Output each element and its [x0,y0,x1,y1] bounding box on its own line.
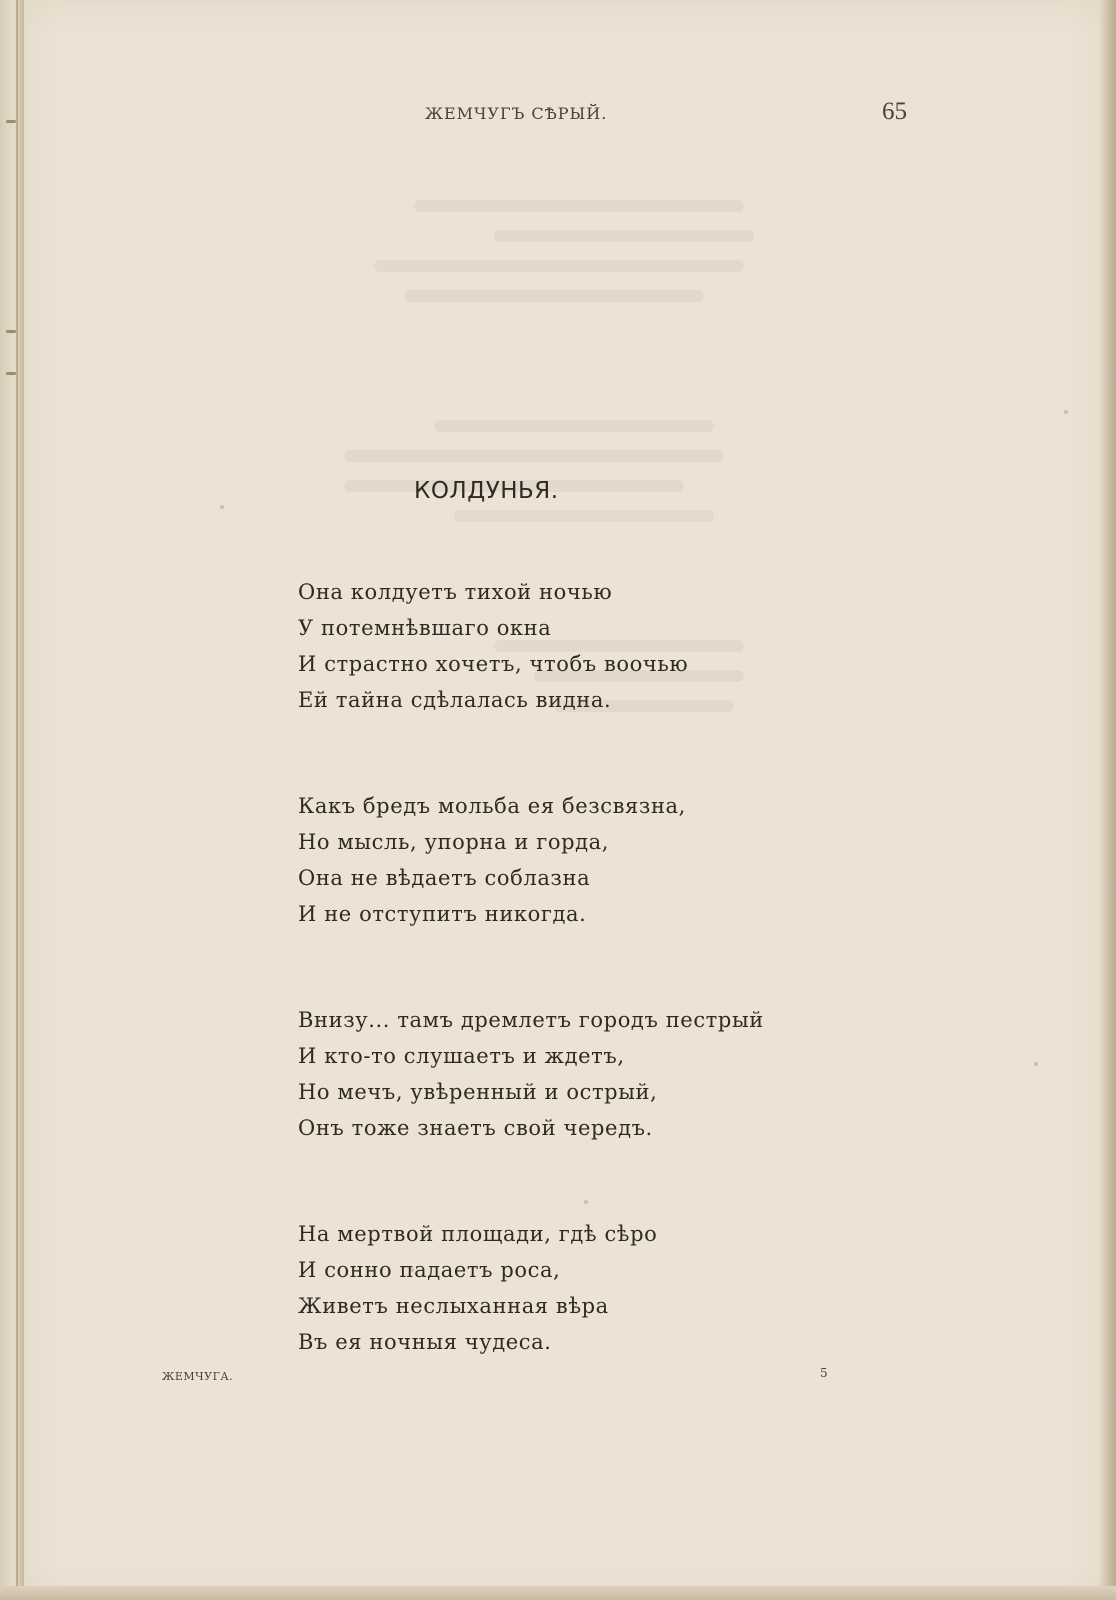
poem-line: Она колдуетъ тихой ночью [298,580,613,604]
poem-line: Живетъ неслыханная вѣра [298,1294,609,1318]
running-head: ЖЕМЧУГЪ СѢРЫЙ. [425,104,608,123]
signature-mark: ЖЕМЧУГА. [162,1370,234,1383]
binding-stitch [6,120,16,123]
poem-line: И сонно падаетъ роса, [298,1258,561,1282]
paper-speck [584,1200,588,1204]
book-gutter [0,0,24,1600]
poem-line: И кто-то слушаетъ и ждетъ, [298,1044,625,1068]
stanza-3 [298,1002,764,1146]
stanza-4 [298,1216,657,1360]
poem-line: Онъ тоже знаетъ свой чередъ. [298,1116,653,1140]
gutter-fold-line [16,0,18,1600]
binding-stitch [6,330,16,333]
page-right-edge [1100,0,1116,1600]
poem-title: КОЛДУНЬЯ. [414,478,559,504]
page-number: 65 [882,98,907,125]
paper-speck [1034,1062,1038,1066]
poem-line: У потемнѣвшаго окна [298,616,552,640]
paper-speck [220,505,224,509]
poem-line: Но мечъ, увѣренный и острый, [298,1080,658,1104]
poem-line: На мертвой площади, гдѣ сѣро [298,1222,658,1246]
binding-stitch [6,372,16,375]
bleed-through-text [374,200,774,320]
stanza-1 [298,574,688,718]
paper-speck [1064,410,1068,414]
poem-line: И не отступитъ никогда. [298,902,587,926]
poem-line: Она не вѣдаетъ соблазна [298,866,591,890]
stanza-2 [298,788,686,932]
sheet-number: 5 [820,1366,828,1380]
poem-line: Внизу... тамъ дремлетъ городъ пестрый [298,1008,764,1032]
poem-line: И страстно хочетъ, чтобъ воочью [298,652,689,676]
poem-line: Ей тайна сдѣлалась видна. [298,688,612,712]
poem-line: Но мысль, упорна и горда, [298,830,610,854]
poem-line: Въ ея ночныя чудеса. [298,1330,552,1354]
poem-line: Какъ бредъ мольба ея безсвязна, [298,794,686,818]
page-bottom-edge [0,1586,1116,1600]
